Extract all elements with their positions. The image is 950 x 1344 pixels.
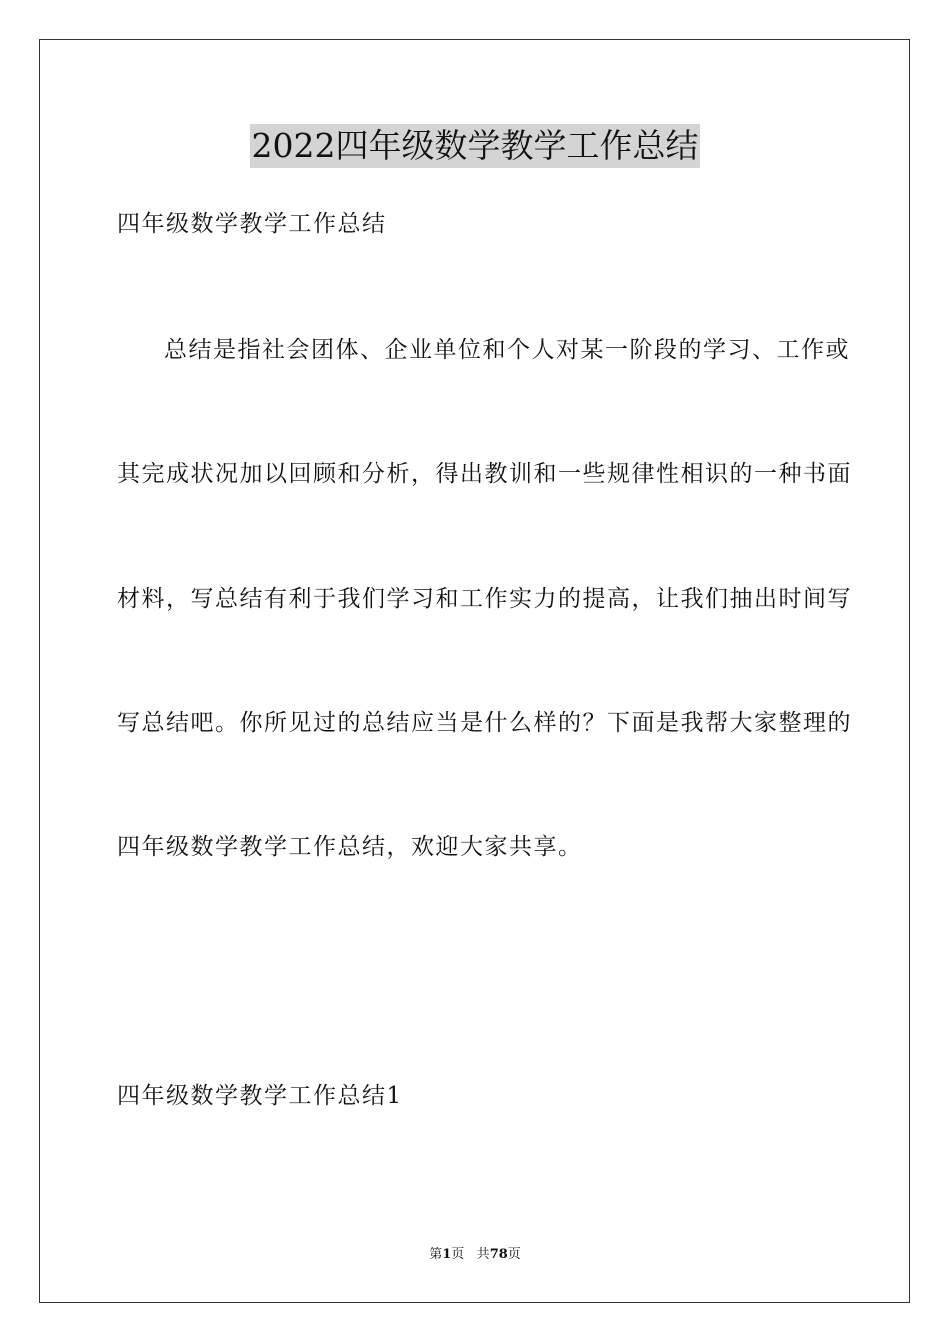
paragraph-line-5: 四年级数学教学工作总结，欢迎大家共享。 <box>117 834 583 860</box>
footer-page-suffix: 页 <box>451 1247 465 1262</box>
title-container <box>0 124 950 168</box>
page-footer <box>0 1247 950 1263</box>
paragraph-line-2: 其完成状况加以回顾和分析，得出教训和一些规律性相识的一种书面 <box>117 461 852 487</box>
section-heading: 四年级数学教学工作总结1 <box>117 1083 403 1109</box>
document-title: 2022四年级数学教学工作总结 <box>250 124 701 168</box>
footer-total-suffix: 页 <box>507 1247 521 1262</box>
paragraph-line-4: 写总结吧。你所见过的总结应当是什么样的？下面是我帮大家整理的 <box>117 710 852 736</box>
footer-total-prefix: 共 <box>476 1247 490 1262</box>
footer-page-number: 1 <box>442 1247 452 1262</box>
footer-page-prefix: 第 <box>429 1247 443 1262</box>
paragraph-line-1: 总结是指社会团体、企业单位和个人对某一阶段的学习、工作或 <box>164 337 850 363</box>
paragraph-line-3: 材料，写总结有利于我们学习和工作实力的提高，让我们抽出时间写 <box>117 586 852 612</box>
document-subtitle: 四年级数学教学工作总结 <box>117 211 387 237</box>
footer-total-pages: 78 <box>489 1247 508 1262</box>
